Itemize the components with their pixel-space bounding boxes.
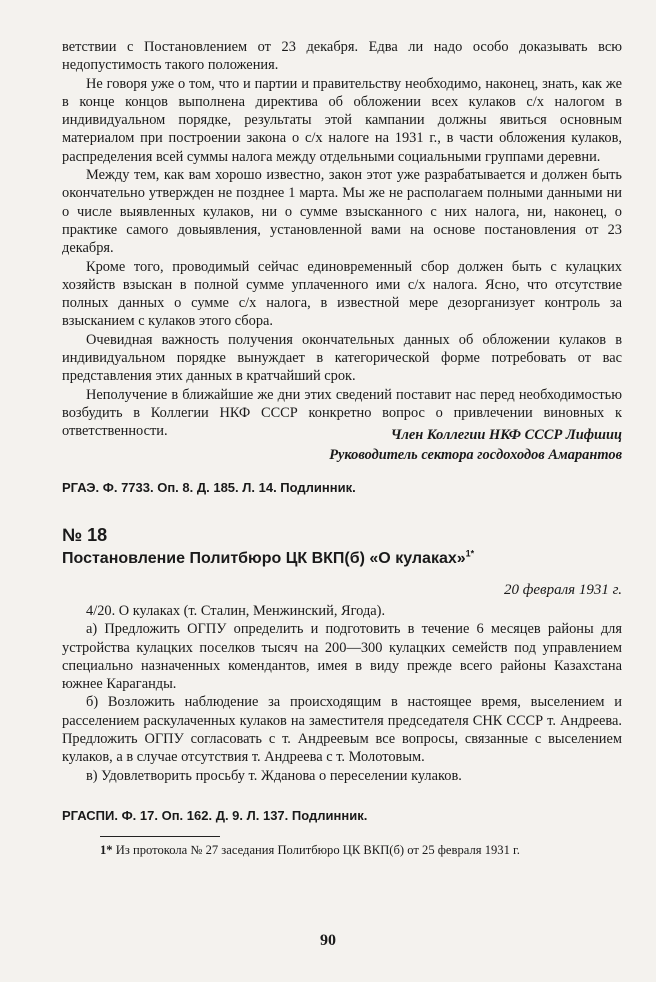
- paragraph: в) Удовлетворить просьбу т. Жданова о переселении кулаков.: [86, 767, 462, 784]
- document-number: № 18: [62, 525, 108, 545]
- resolution-body: [62, 602, 622, 785]
- footnote-divider: [100, 836, 220, 837]
- document-title-text: Постановление Политбюро ЦК ВКП(б) «О кулаках»: [62, 550, 466, 567]
- footnote-text: Из протокола № 27 заседания Политбюро ЦК ВКП(б) от 25 февраля 1931 г.: [115, 843, 520, 857]
- paragraph: Кроме того, проводимый сейчас единовременный сбор должен быть с кулацких хозяйств взыскан в полной сумме уплаченного ими с/х налога. Ясно, что отсутствие полных данных о сумме с/х налога, в известной мере дезорганизует контроль за взысканием с кулаков этого сбора.: [62, 258, 622, 330]
- signature-amarantov: Руководитель сектора госдоходов Амарантов: [329, 447, 622, 463]
- footnote-ref: 1*: [465, 548, 475, 559]
- paragraph: Между тем, как вам хорошо известно, закон этот уже разрабатывается и должен быть окончательно утвержден не позднее 1 марта. Мы же не располагаем полными данными ни о числе выявленных кулаков, ни о сумме взысканного с них налога, ни, наконец, о практике самого довыявления, установленной вами на основе постановления от 23 декабря.: [62, 167, 622, 257]
- page-number: 90: [320, 932, 336, 949]
- signature-lifshits: Член Коллегии НКФ СССР Лифшиц: [390, 427, 622, 443]
- paragraph: ветствии с Постановлением от 23 декабря. Едва ли надо особо доказывать всю недопустимость такого положения.: [62, 39, 622, 74]
- document-title: [62, 549, 622, 569]
- archive-reference: РГАСПИ. Ф. 17. Оп. 162. Д. 9. Л. 137. Подлинник.: [62, 808, 368, 823]
- signature-block: [62, 425, 622, 465]
- archive-reference: РГАЭ. Ф. 7733. Оп. 8. Д. 185. Л. 14. Подлинник.: [62, 480, 356, 495]
- footnote: [100, 842, 622, 859]
- paragraph: Не говоря уже о том, что и партии и правительству необходимо, наконец, знать, как же в конце концов выполнена директива об обложении всех кулаков с/х налогом в индивидуальном порядке, результаты этой кампании должны явиться основным материалом при построении закона о с/х налоге на 1931 г., в части обложения кулаков, распределения всей суммы налога между отдельными социальными группами деревни.: [62, 75, 622, 165]
- letter-body: [62, 38, 622, 441]
- paragraph: Очевидная важность получения окончательных данных об обложении кулаков в индивидуальном порядке вынуждает в категорической форме потребовать от вас представления этих данных в кратчайший срок.: [62, 331, 622, 385]
- document-date: 20 февраля 1931 г.: [504, 582, 622, 598]
- paragraph: Неполучение в ближайшие же дни этих сведений поставит нас перед необходимостью возбудить в Коллегии НКФ СССР конкретно вопрос о привлечении виновных к ответственности.: [62, 386, 622, 440]
- paragraph: 4/20. О кулаках (т. Сталин, Менжинский, Ягода).: [86, 603, 386, 619]
- paragraph: а) Предложить ОГПУ определить и подготовить в течение 6 месяцев районы для устройства кулацких поселков тысяч на 200—300 кулацких семейств под управлением специально назначенных комендантов, имея в виду прежде всего районы Казахстана южнее Караганды.: [62, 621, 622, 693]
- paragraph: б) Возложить наблюдение за происходящим в настоящее время, выселением и расселением раскулаченных кулаков на заместителя председателя СНК СССР т. Андреева. Предложить ОГПУ согласовать с т. Андреевым все вопросы, связанные с выселением кулаков, а в случае отсутствия т. Андреева с т. Молотовым.: [62, 694, 622, 766]
- footnote-mark: 1*: [100, 843, 113, 857]
